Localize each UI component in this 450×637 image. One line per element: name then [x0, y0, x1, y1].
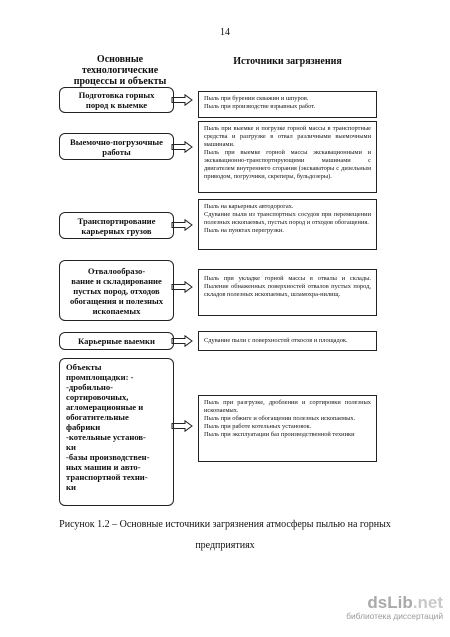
process-label: Транспортирование карьерных грузов	[77, 215, 156, 236]
arrow-icon	[171, 281, 193, 293]
source-line: Пыль при бурении скважин и шпуров.	[204, 95, 309, 102]
watermark-logo	[318, 593, 443, 613]
process-box-quarry-excavations	[59, 332, 174, 350]
header-processes: Основные технологические процессы и объекты	[73, 54, 167, 87]
source-line: Пыль при выемке горной массы экскавационными и экскавационно-транспортирующими машинами с двигателем внутреннего сгорания (экскаваторы с дизельным приводом, погрузчики, скреперы, бульдозеры).	[204, 149, 371, 180]
process-label: Отвалообразо- вание и складирование пустых пород, отходов обогащения и полезных ископаемых	[69, 265, 164, 316]
process-label: Выемочно-погрузочные работы	[70, 136, 163, 157]
source-line: Пыль при работе котельных установок.	[204, 423, 312, 430]
figure-caption: Рисунок 1.2 – Основные источники загрязнения атмосферы пылью на горных	[59, 519, 391, 530]
sources-box-quarry-excavations	[198, 331, 377, 351]
source-line: Пыль на карьерных автодорогах.	[204, 203, 294, 210]
figure-caption-continued: предприятиях	[195, 540, 255, 551]
source-line: Пыль при обжиге и обогащении полезных ископаемых.	[204, 415, 356, 422]
process-box-dumping-storage	[59, 260, 174, 321]
arrow-icon	[171, 94, 193, 106]
process-label: Подготовка горных пород к выемке	[78, 90, 155, 110]
sources-box-transport	[198, 199, 377, 250]
watermark-logo-main: dsLib	[367, 593, 413, 612]
source-line: Пыль при производстве взрывных работ.	[204, 103, 316, 110]
process-box-excavation-loading	[59, 133, 174, 160]
page-number: 14	[220, 27, 230, 38]
source-line: Пыль при выемке и погрузке горной массы в транспортные средства и разгрузке в отвал различными выемочными машинами.	[204, 125, 371, 148]
arrow-icon	[171, 219, 193, 231]
source-line: Пыль при разгрузке, дроблении и сортировки полезных ископаемых.	[204, 399, 371, 414]
source-line: Сдувание пыли из транспортных сосудов при перемещении полезных ископаемых, пустых пород и отходов обогащения.	[204, 211, 371, 226]
sources-box-rock-preparation	[198, 91, 377, 118]
process-box-industrial-site	[59, 358, 174, 506]
process-box-transport	[59, 212, 174, 239]
sources-box-dumping-storage	[198, 269, 377, 316]
source-line: Пыль при эксплуатации баз производственной техники	[204, 431, 355, 438]
arrow-icon	[171, 420, 193, 432]
watermark-logo-domain: .net	[412, 593, 443, 612]
sources-box-excavation-loading	[198, 121, 377, 193]
watermark	[318, 593, 443, 621]
source-line: Пыль на пунктах перегрузки.	[204, 227, 284, 234]
source-line: Пыль при укладке горной массы в отвалы и склады. Пыление обнаженных поверхностей отвалов пустых пород, складов полезных ископаемых, шламохра-нилищ.	[204, 275, 371, 298]
process-label: Карьерные выемки	[78, 336, 155, 346]
sources-box-industrial-site	[198, 395, 377, 462]
process-box-rock-preparation	[59, 87, 174, 113]
process-label: Объекты промплощадки: - -дробильно- сортировочных, агломерационные и обогатительные фабрики -котельные установ- ки -базы производствен- ных машин и авто- транспортной техни- ки	[66, 362, 150, 492]
header-sources: Источники загрязнения	[233, 56, 342, 67]
watermark-subtitle: библиотека диссертаций	[346, 611, 443, 621]
source-line: Сдувание пыли с поверхностей откосов и площадок.	[204, 337, 348, 344]
arrow-icon	[171, 141, 193, 153]
arrow-icon	[171, 335, 193, 347]
